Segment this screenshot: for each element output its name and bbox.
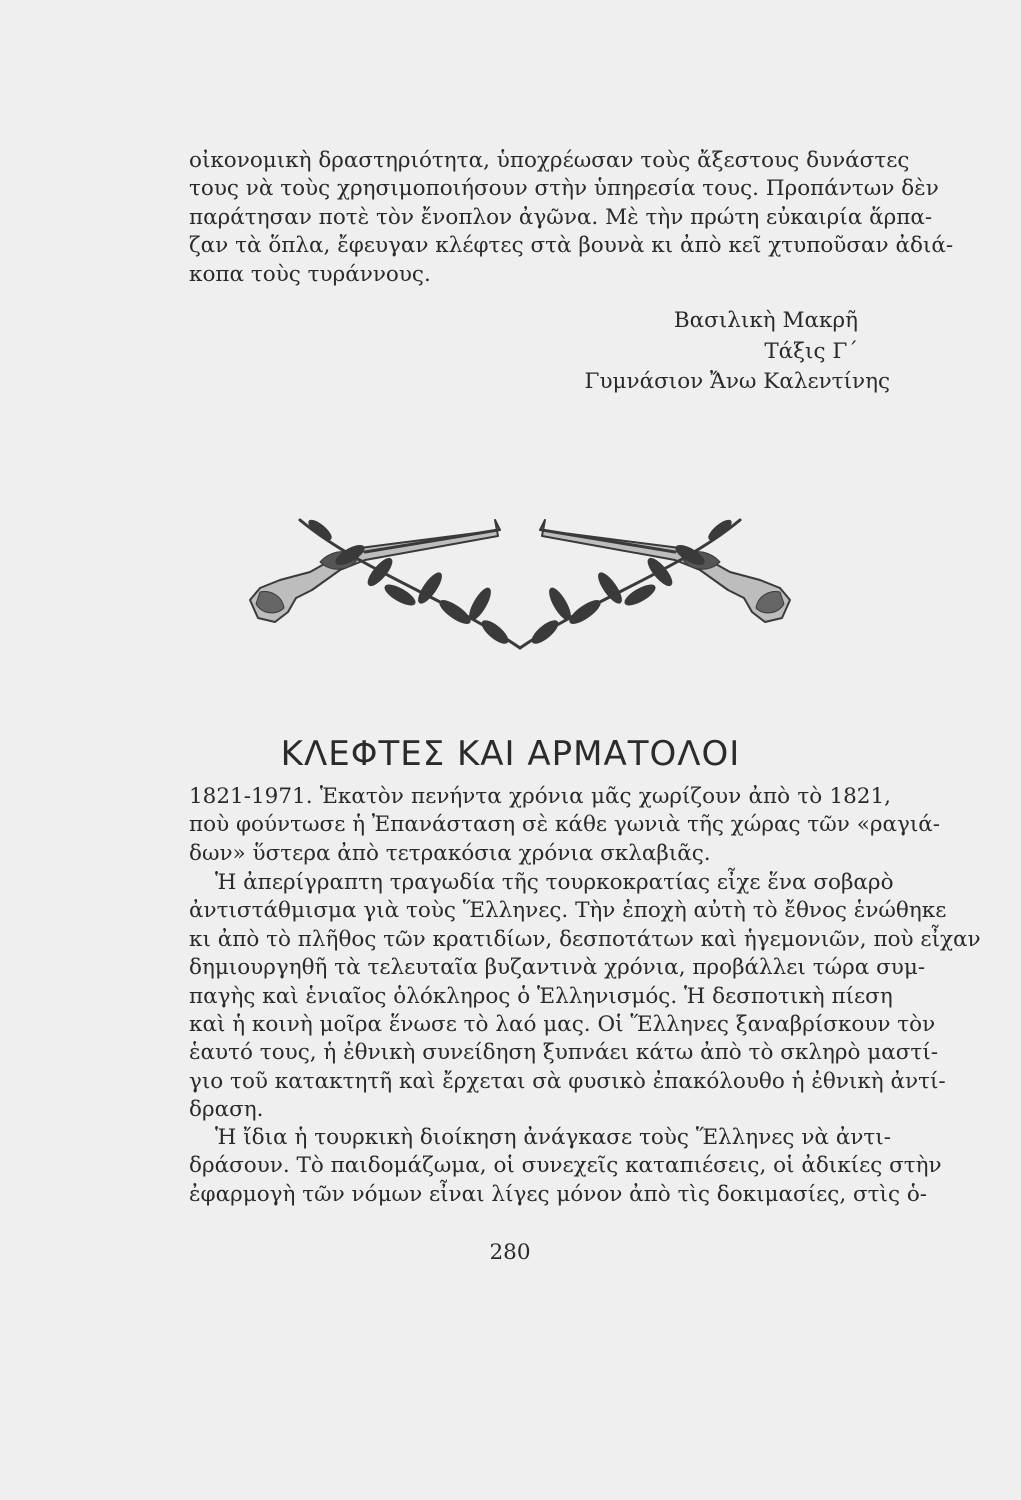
author-school: Γυμνάσιον Ἄνω Καλεντίνης [584, 369, 890, 394]
paragraph [189, 869, 981, 1125]
text-line: καὶ ἡ κοινὴ μοῖρα ἕνωσε τὸ λαό μας. Οἱ Ἕλληνες ξαναβρίσκουν τὸν [189, 1012, 936, 1038]
text-line: δων» ὕστερα ἀπὸ τετρακόσια χρόνια σκλαβιᾶς. [189, 840, 711, 866]
paragraph [189, 783, 941, 868]
text-line: οἰκονομικὴ δραστηριότητα, ὑποχρέωσαν τοὺς ἄξεστους δυνάστες [189, 148, 910, 173]
text-line: Ἡ ἴδια ἡ τουρκικὴ διοίκηση ἀνάγκασε τοὺς Ἕλληνες νὰ ἀντι- [215, 1125, 891, 1150]
text-line: γιο τοῦ κατακτητῆ καὶ ἔρχεται σὰ φυσικὸ ἐπακόλουθο ἡ ἐθνικὴ ἀντί- [189, 1068, 946, 1094]
text-line: δημιουργηθῆ τὰ τελευταῖα βυζαντινὰ χρόνια, προβάλλει τώρα συμ- [189, 955, 926, 981]
text-line: ἐφαρμογὴ τῶν νόμων εἶναι λίγες μόνον ἀπὸ τὶς δοκιμασίες, στὶς ὁ- [189, 1181, 928, 1207]
text-line: κι ἀπὸ τὸ πλῆθος τῶν κρατιδίων, δεσποτάτων καὶ ἡγεμονιῶν, ποὺ εἶχαν [189, 926, 981, 952]
text-line: δραση. [189, 1097, 264, 1123]
author-signature [380, 306, 890, 398]
section-heading: ΚΛΕΦΤΕΣ ΚΑΙ ΑΡΜΑΤΟΛΟΙ [280, 734, 741, 774]
crossed-rifles-laurel-icon [240, 500, 800, 650]
author-name: Βασιλικὴ Μακρῆ [673, 308, 858, 333]
text-line: ποὺ φούντωσε ἡ Ἐπανάσταση σὲ κάθε γωνιὰ τῆς χώρας τῶν «ραγιά- [189, 812, 941, 838]
text-line: παγὴς καὶ ἑνιαῖος ὁλόκληρος ὁ Ἑλληνισμός. Ἡ δεσποτικὴ πίεση [189, 983, 893, 1009]
paragraph-continuation [189, 147, 954, 289]
text-line: 1821-1971. Ἑκατὸν πενήντα χρόνια μᾶς χωρίζουν ἀπὸ τὸ 1821, [189, 784, 891, 809]
paragraph [189, 1124, 942, 1209]
text-line: παράτησαν ποτὲ τὸν ἔνοπλον ἀγῶνα. Μὲ τὴν πρώτη εὐκαιρία ἅρπα- [189, 204, 933, 230]
text-line: δράσουν. Τὸ παιδομάζωμα, οἱ συνεχεῖς καταπιέσεις, οἱ ἀδικίες στὴν [189, 1153, 942, 1179]
text-line: ζαν τὰ ὅπλα, ἔφευγαν κλέφτες στὰ βουνὰ κι ἀπὸ κεῖ χτυποῦσαν ἀδιά- [189, 233, 954, 259]
text-line: ἑαυτό τους, ἡ ἐθνικὴ συνείδηση ξυπνάει κάτω ἀπὸ τὸ σκληρὸ μαστί- [189, 1040, 939, 1066]
text-line: ἀντιστάθμισμα γιὰ τοὺς Ἕλληνες. Τὴν ἐποχὴ αὐτὴ τὸ ἔθνος ἑνώθηκε [189, 898, 947, 924]
text-line: τους νὰ τοὺς χρησιμοποιήσουν στὴν ὑπηρεσία τους. Προπάντων δὲν [189, 176, 939, 202]
author-class: Τάξις Γ΄ [764, 338, 858, 364]
page-number: 280 [489, 1240, 531, 1265]
text-line: κοπα τοὺς τυράννους. [189, 261, 431, 287]
text-line: Ἡ ἀπερίγραπτη τραγωδία τῆς τουρκοκρατίας εἶχε ἕνα σοβαρὸ [215, 870, 894, 895]
